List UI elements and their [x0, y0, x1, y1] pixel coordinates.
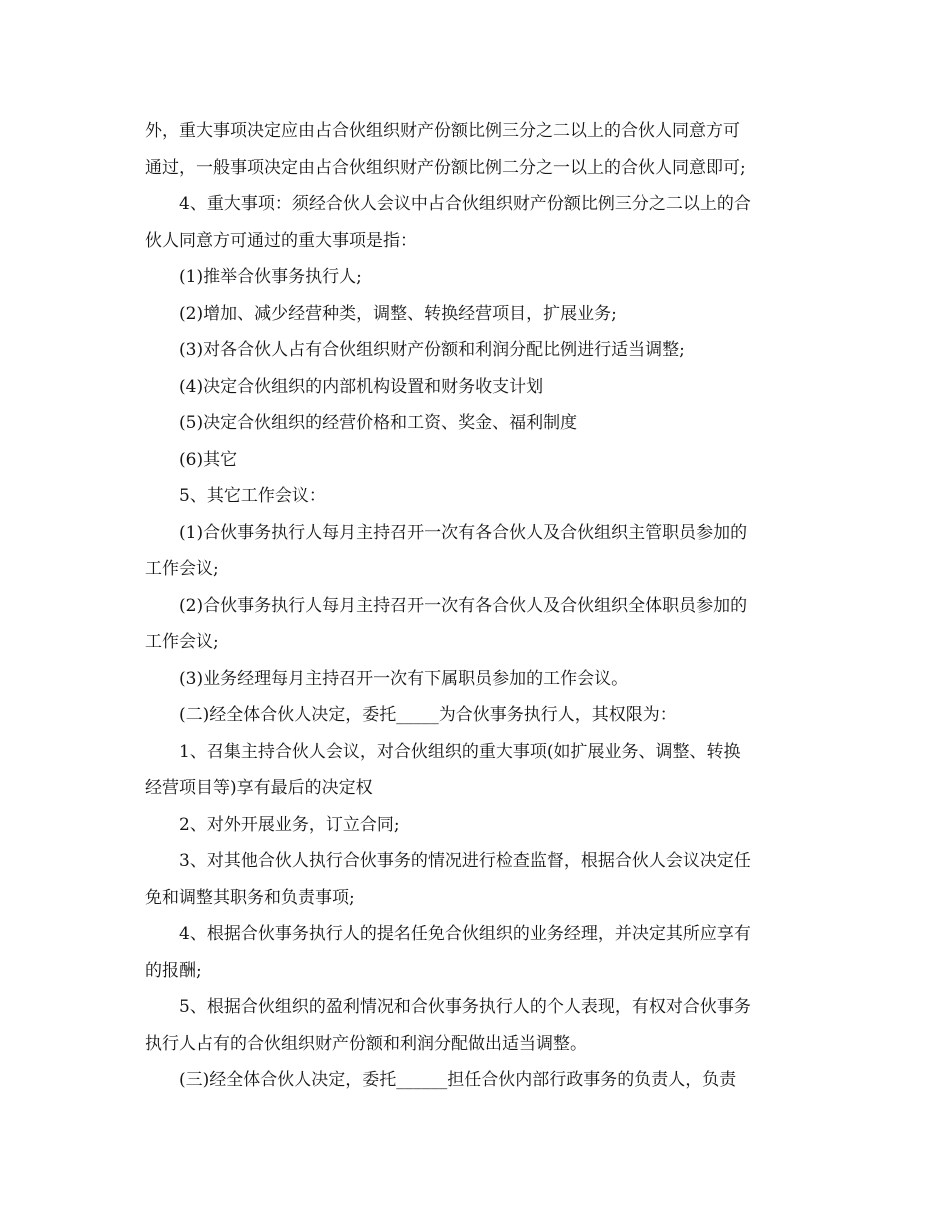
paragraph-line: 工作会议;: [145, 559, 219, 579]
list-item: 1、召集主持合伙人会议，对合伙组织的重大事项(如扩展业务、调整、转换: [179, 741, 741, 762]
section-heading: 5、其它工作会议：: [179, 486, 326, 506]
list-item: (1)合伙事务执行人每月主持召开一次有各合伙人及合伙组织主管职员参加的: [179, 522, 748, 543]
list-item: (2)合伙事务执行人每月主持召开一次有各合伙人及合伙组织全体职员参加的: [179, 595, 748, 616]
paragraph-line: 4、重大事项：须经合伙人会议中占合伙组织财产份额比例三分之二以上的合: [179, 194, 751, 214]
paragraph-line: 执行人占有的合伙组织财产份额和利润分配做出适当调整。: [145, 1033, 587, 1054]
paragraph-line: 经营项目等)享有最后的决定权: [145, 778, 373, 798]
list-item: (4)决定合伙组织的内部机构设置和财务收支计划: [179, 376, 544, 397]
paragraph-line: 的报酬;: [145, 960, 202, 981]
list-item: (1)推举合伙事务执行人;: [179, 267, 362, 287]
list-item: (5)决定合伙组织的经营价格和工资、奖金、福利制度: [179, 413, 578, 433]
paragraph-line: 伙人同意方可通过的重大事项是指：: [145, 230, 417, 251]
paragraph-line: 工作会议;: [145, 632, 219, 652]
paragraph-line: 免和调整其职务和负责事项;: [145, 887, 355, 908]
list-item: 2、对外开展业务，订立合同;: [179, 814, 400, 835]
list-item: 4、根据合伙事务执行人的提名任免合伙组织的业务经理，并决定其所应享有: [179, 924, 751, 944]
list-item: (3)业务经理每月主持召开一次有下属职员参加的工作会议。: [179, 668, 629, 689]
list-item: (3)对各合伙人占有合伙组织财产份额和利润分配比例进行适当调整;: [179, 340, 685, 360]
document-body: [145, 113, 815, 1099]
section-heading: (二)经全体合伙人决定，委托_____为合伙事务执行人，其权限为：: [179, 705, 677, 725]
section-heading: (三)经全体合伙人决定，委托______担任合伙内部行政事务的负责人，负责: [179, 1070, 737, 1090]
list-item: 3、对其他合伙人执行合伙事务的情况进行检查监督，根据合伙人会议决定任: [179, 851, 751, 871]
list-item: 5、根据合伙组织的盈利情况和合伙事务执行人的个人表现，有权对合伙事务: [179, 997, 751, 1017]
paragraph-line: 外，重大事项决定应由占合伙组织财产份额比例三分之二以上的合伙人同意方可: [145, 121, 740, 141]
list-item: (2)增加、减少经营种类，调整、转换经营项目，扩展业务;: [179, 303, 617, 324]
paragraph-line: 通过，一般事项决定由占合伙组织财产份额比例二分之一以上的合伙人同意即可;: [145, 157, 746, 178]
list-item: (6)其它: [179, 449, 238, 470]
